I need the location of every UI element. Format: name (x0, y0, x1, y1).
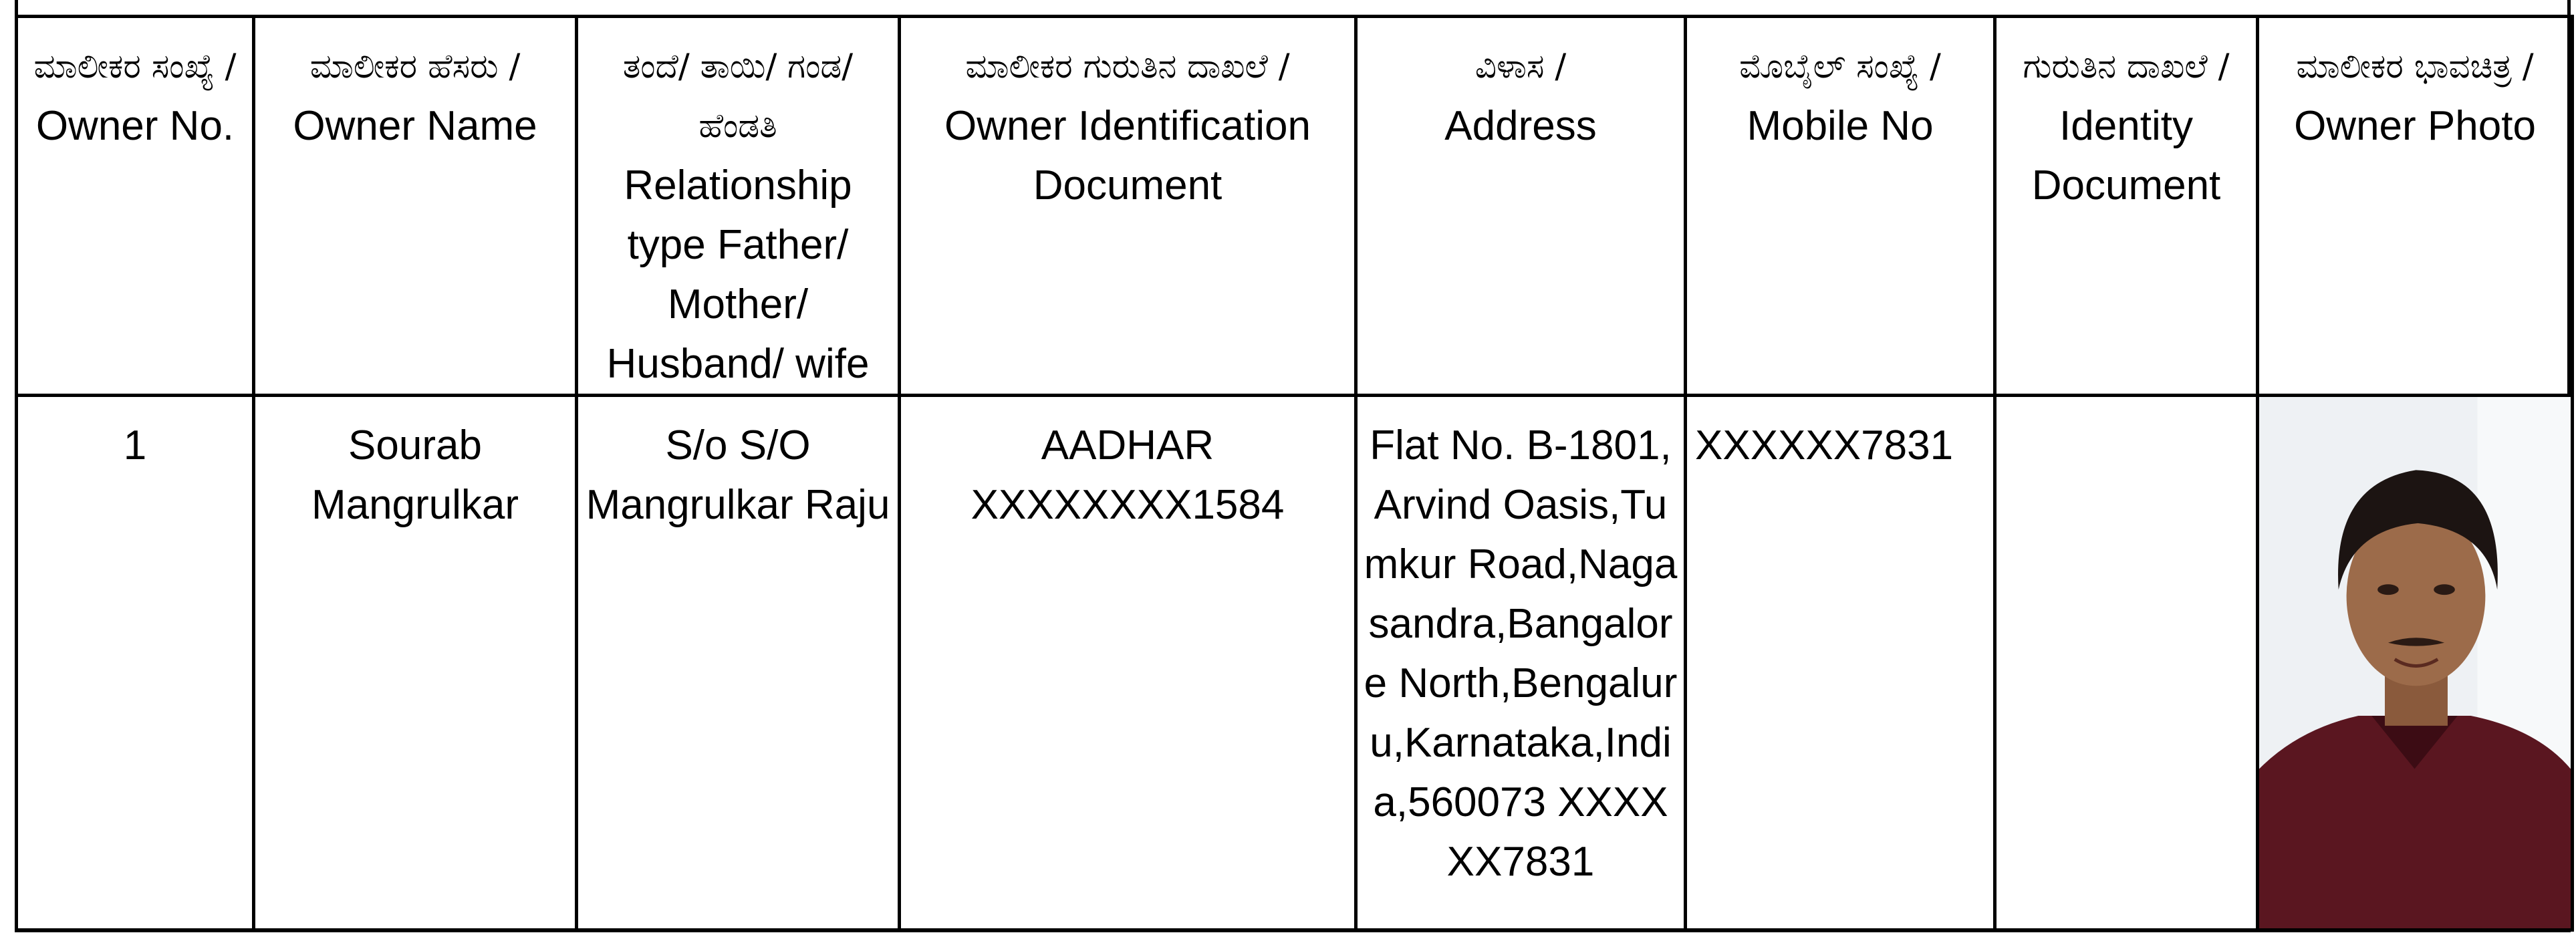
header-relationship-kannada: ತಂದೆ/ ತಾಯಿ/ ಗಂಡ/ ಹೆಂಡತಿ (622, 47, 854, 145)
table-row (17, 396, 2573, 930)
header-owner-photo (2258, 17, 2573, 396)
header-relationship (577, 17, 900, 396)
header-relationship-english: Relationship type Father/ Mother/ Husband/ wife (606, 162, 870, 387)
cell-owner-no: 1 (17, 396, 254, 930)
header-owner-photo-english: Owner Photo (2294, 103, 2536, 149)
cell-identity-document (1995, 396, 2258, 930)
header-owner-id-document (900, 17, 1356, 396)
header-owner-no-english: Owner No. (35, 103, 235, 149)
header-identity-document-kannada: ಗುರುತಿನ ದಾಖಲೆ / (2023, 47, 2230, 86)
cell-address: Flat No. B-1801, Arvind Oasis,Tumkur Road,Nagasandra,Bangalore North,Bengaluru,Karnataka,India,560073 XXXXXX7831 (1356, 396, 1686, 930)
header-owner-name (254, 17, 577, 396)
header-owner-name-english: Owner Name (293, 103, 537, 149)
header-owner-photo-kannada: ಮಾಲೀಕರ ಭಾವಚಿತ್ರ / (2296, 47, 2534, 86)
header-owner-name-kannada: ಮಾಲೀಕರ ಹೆಸರು / (309, 47, 521, 86)
owner-photo (2259, 397, 2571, 928)
header-identity-document (1995, 17, 2258, 396)
cell-mobile: XXXXXX7831 (1686, 396, 1995, 930)
cell-owner-name: Sourab Mangrulkar (254, 396, 577, 930)
header-owner-no-kannada: ಮಾಲೀಕರ ಸಂಖ್ಯೆ / (33, 47, 237, 86)
header-owner-id-document-kannada: ಮಾಲೀಕರ ಗುರುತಿನ ದಾಖಲೆ / (965, 47, 1290, 86)
header-address-kannada: ವಿಳಾಸ / (1474, 47, 1567, 86)
header-mobile-kannada: ಮೊಬೈಲ್ ಸಂಖ್ಯೆ / (1739, 47, 1941, 86)
header-address-english: Address (1444, 103, 1597, 149)
header-mobile-english: Mobile No (1747, 103, 1934, 149)
owner-details-table (15, 15, 2574, 932)
header-row (17, 17, 2573, 396)
cell-id-document: AADHAR XXXXXXXX1584 (900, 396, 1356, 930)
header-identity-document-english: Identity Document (2031, 103, 2221, 209)
header-owner-id-document-english: Owner Identification Document (944, 103, 1311, 209)
header-mobile (1686, 17, 1995, 396)
header-address (1356, 17, 1686, 396)
owner-photo-image (2259, 397, 2571, 928)
cell-owner-photo (2258, 396, 2573, 930)
cell-relationship: S/o S/O Mangrulkar Raju (577, 396, 900, 930)
header-owner-no (17, 17, 254, 396)
